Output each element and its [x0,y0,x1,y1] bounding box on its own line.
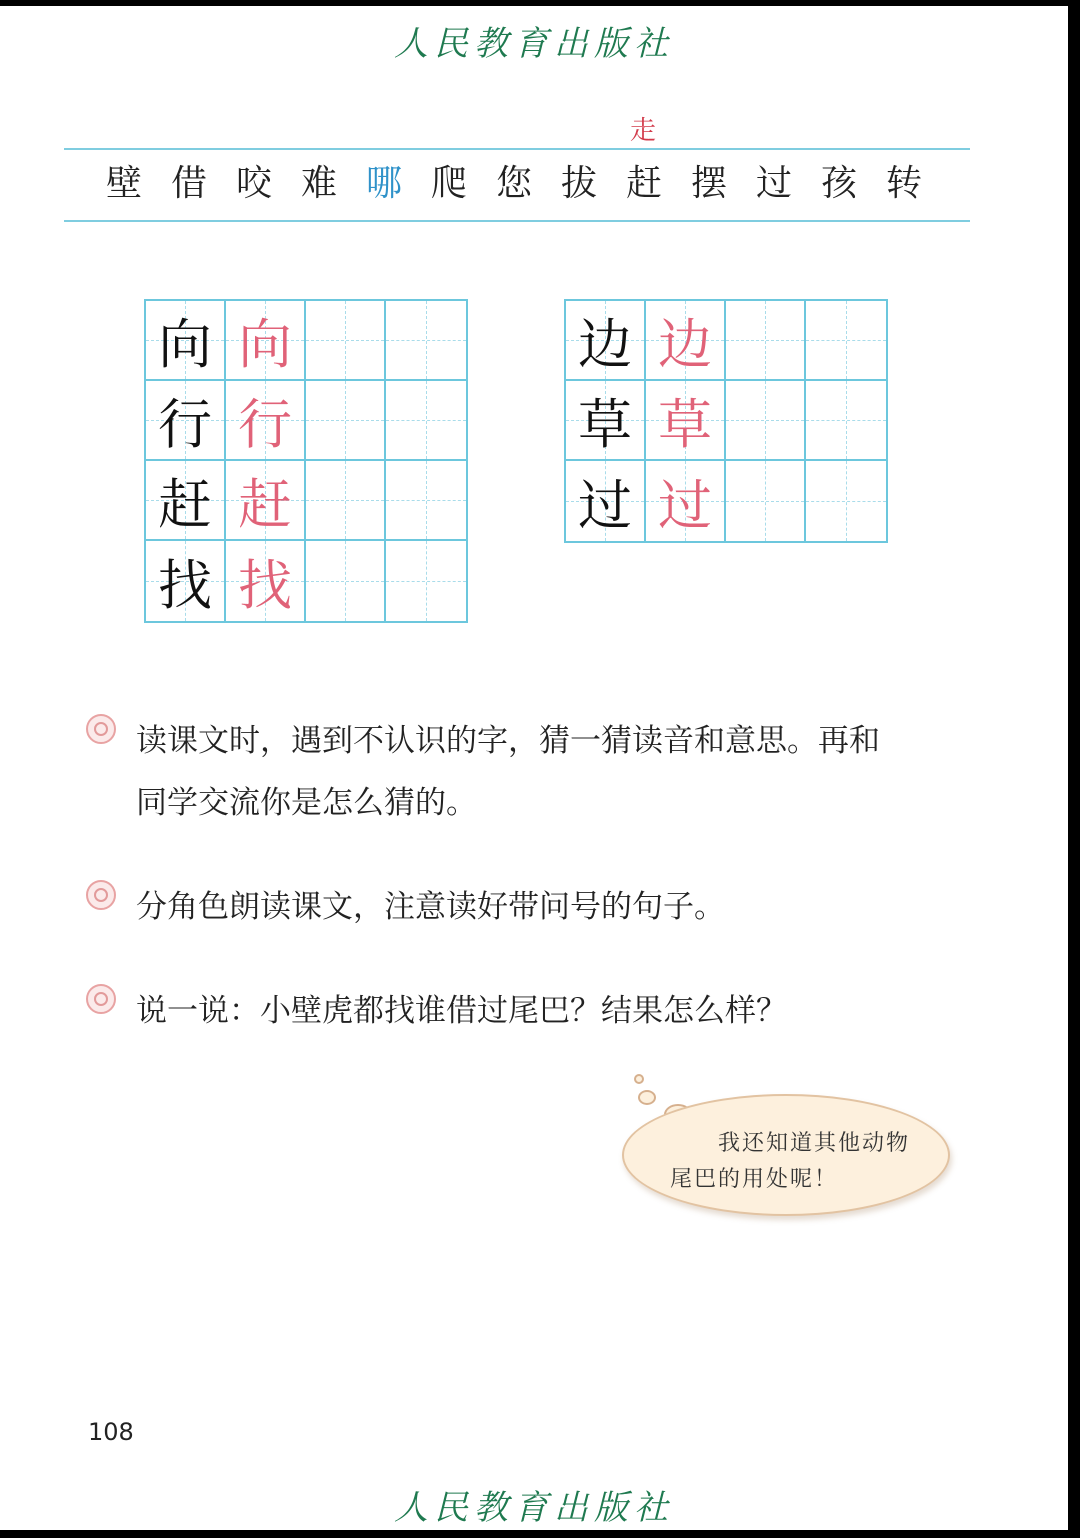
recog-char: 孩 [820,163,857,204]
exercise-item [86,980,966,1042]
recog-char: 转 [885,163,922,204]
grid-cell [226,461,306,541]
exercise-bullet-icon [86,984,116,1014]
thought-dot-icon [634,1074,644,1084]
recog-char: 爬 [430,163,467,204]
grid-cell [146,381,226,461]
trace-character: 向 [238,312,292,376]
model-character: 边 [578,312,632,376]
trace-character: 赶 [238,472,292,536]
grid-cell [226,381,306,461]
grid-cell [566,301,646,381]
publisher-header: 人民教育出版社 [394,24,674,64]
model-character: 过 [578,473,632,537]
model-character: 向 [158,312,212,376]
model-character: 行 [158,392,212,456]
bubble-text-line: 尾巴的用处呢！ [670,1167,839,1192]
writing-grid-left [144,299,468,623]
trace-character: 边 [658,312,712,376]
trace-character: 草 [658,392,712,456]
trace-character: 行 [238,392,292,456]
recog-char: 您 [495,163,532,204]
recog-char: 难 [300,163,337,204]
grid-cell [646,461,726,541]
exercise-item [86,876,966,938]
writing-grid-right [564,299,888,543]
recog-char: 过 [755,163,792,204]
grid-cell-empty[interactable] [806,461,886,541]
trace-character: 找 [238,553,292,617]
exercise-line: 分角色朗读课文，注意读好带问号的句子。 [136,889,725,925]
recog-char: 壁 [105,163,142,204]
grid-cell-empty[interactable] [306,381,386,461]
grid-cell-empty[interactable] [806,381,886,461]
grid-cell-empty[interactable] [386,461,466,541]
model-character: 赶 [158,472,212,536]
exercise-bullet-icon [86,714,116,744]
exercise-item [86,710,966,834]
publisher-footer: 人民教育出版社 [394,1488,674,1528]
recog-char-highlighted: 哪 [365,163,402,204]
grid-cell-empty[interactable] [726,461,806,541]
page-number: 108 [88,1418,134,1446]
exercise-text [136,980,966,1042]
recog-char: 摆 [690,163,727,204]
grid-cell-empty[interactable] [306,541,386,621]
textbook-page [0,6,1068,1530]
exercise-text [136,876,966,938]
grid-cell-empty[interactable] [306,461,386,541]
exercise-line: 说一说：小壁虎都找谁借过尾巴？结果怎么样？ [136,993,787,1029]
grid-cell [566,461,646,541]
grid-cell [646,381,726,461]
grid-cell-empty[interactable] [806,301,886,381]
recog-char: 咬 [235,163,272,204]
model-character: 草 [578,392,632,456]
grid-cell [226,301,306,381]
grid-cell [146,461,226,541]
grid-cell-empty[interactable] [386,381,466,461]
model-character: 找 [158,553,212,617]
recog-char: 拔 [560,163,597,204]
exercise-line: 同学交流你是怎么猜的。 [136,785,477,821]
recognition-band [64,148,970,222]
trace-character: 过 [658,473,712,537]
grid-cell-empty[interactable] [386,301,466,381]
grid-cell-empty[interactable] [726,381,806,461]
exercise-line: 读课文时，遇到不认识的字，猜一猜读音和意思。再和 [136,723,880,759]
grid-cell [146,541,226,621]
grid-cell-empty[interactable] [386,541,466,621]
thought-dot-icon [638,1090,656,1105]
exercise-text [136,710,966,834]
recog-char: 借 [170,163,207,204]
grid-cell [566,381,646,461]
grid-cell-empty[interactable] [726,301,806,381]
grid-cell [646,301,726,381]
bubble-text-line: 我还知道其他动物 [718,1131,911,1156]
grid-cell [226,541,306,621]
recog-char: 赶 [625,163,662,204]
grid-cell [146,301,226,381]
exercise-bullet-icon [86,880,116,910]
recognition-characters [104,162,924,206]
grid-cell-empty[interactable] [306,301,386,381]
radical-note: 走 [630,116,657,146]
